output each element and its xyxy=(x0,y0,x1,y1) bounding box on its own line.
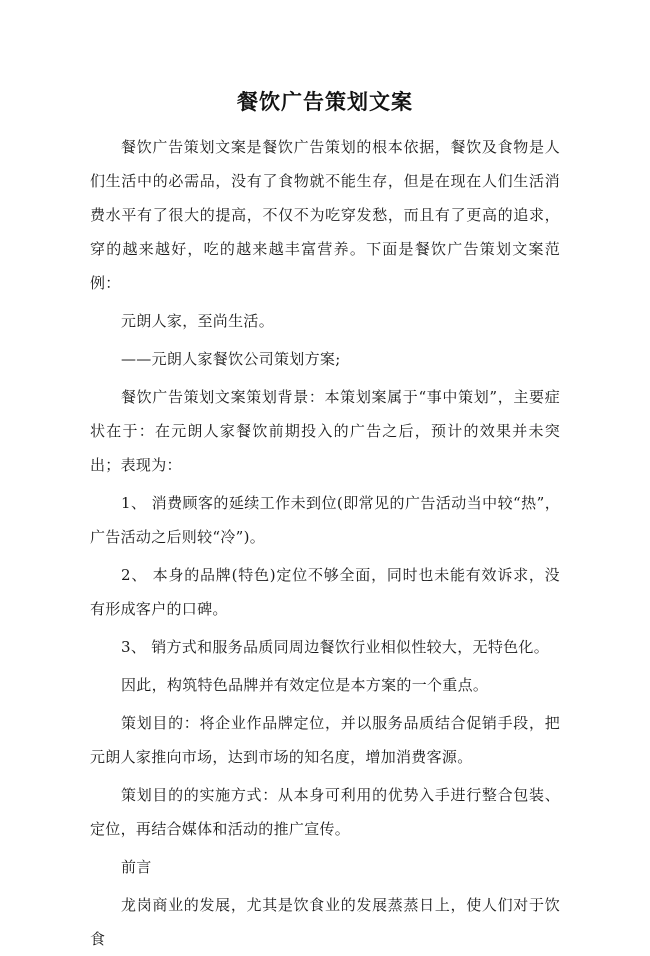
focus-paragraph: 因此，构筑特色品牌并有效定位是本方案的一个重点。 xyxy=(121,676,489,694)
preface-heading: 前言 xyxy=(121,858,152,876)
background-paragraph: 餐饮广告策划文案策划背景：本策划案属于“事中策划”，主要症状在于：在元朗人家餐饮前期投入的广告之后，预计的效果并未突出；表现为： xyxy=(90,388,560,474)
subtitle-paragraph: ——元朗人家餐饮公司策划方案; xyxy=(121,350,341,368)
list-item-1: 1、 消费顾客的延续工作未到位(即常见的广告活动当中较“热”，广告活动之后则较“冷”)。 xyxy=(90,494,560,546)
list-item-3: 3、 销方式和服务品质同周边餐饮行业相似性较大，无特色化。 xyxy=(121,638,550,656)
purpose-paragraph: 策划目的：将企业作品牌定位，并以服务品质结合促销手段，把元朗人家推向市场，达到市场的知名度，增加消费客源。 xyxy=(90,714,560,766)
slogan-paragraph: 元朗人家，至尚生活。 xyxy=(121,312,275,330)
document-body xyxy=(90,130,560,956)
document-title: 餐饮广告策划文案 xyxy=(237,90,413,114)
implementation-paragraph: 策划目的的实施方式：从本身可利用的优势入手进行整合包装、定位，再结合媒体和活动的推广宣传。 xyxy=(90,786,560,838)
intro-paragraph: 餐饮广告策划文案是餐饮广告策划的根本依据，餐饮及食物是人们生活中的必需品，没有了食物就不能生存，但是在现在人们生活消费水平有了很大的提高，不仅不为吃穿发愁，而且有了更高的追求，穿的越来越好，吃的越来越丰富营养。下面是餐饮广告策划文案范例： xyxy=(90,138,560,292)
preface-paragraph: 龙岗商业的发展，尤其是饮食业的发展蒸蒸日上，使人们对于饮食 xyxy=(90,896,560,948)
list-item-2: 2、 本身的品牌(特色)定位不够全面，同时也未能有效诉求，没有形成客户的口碑。 xyxy=(90,566,560,618)
